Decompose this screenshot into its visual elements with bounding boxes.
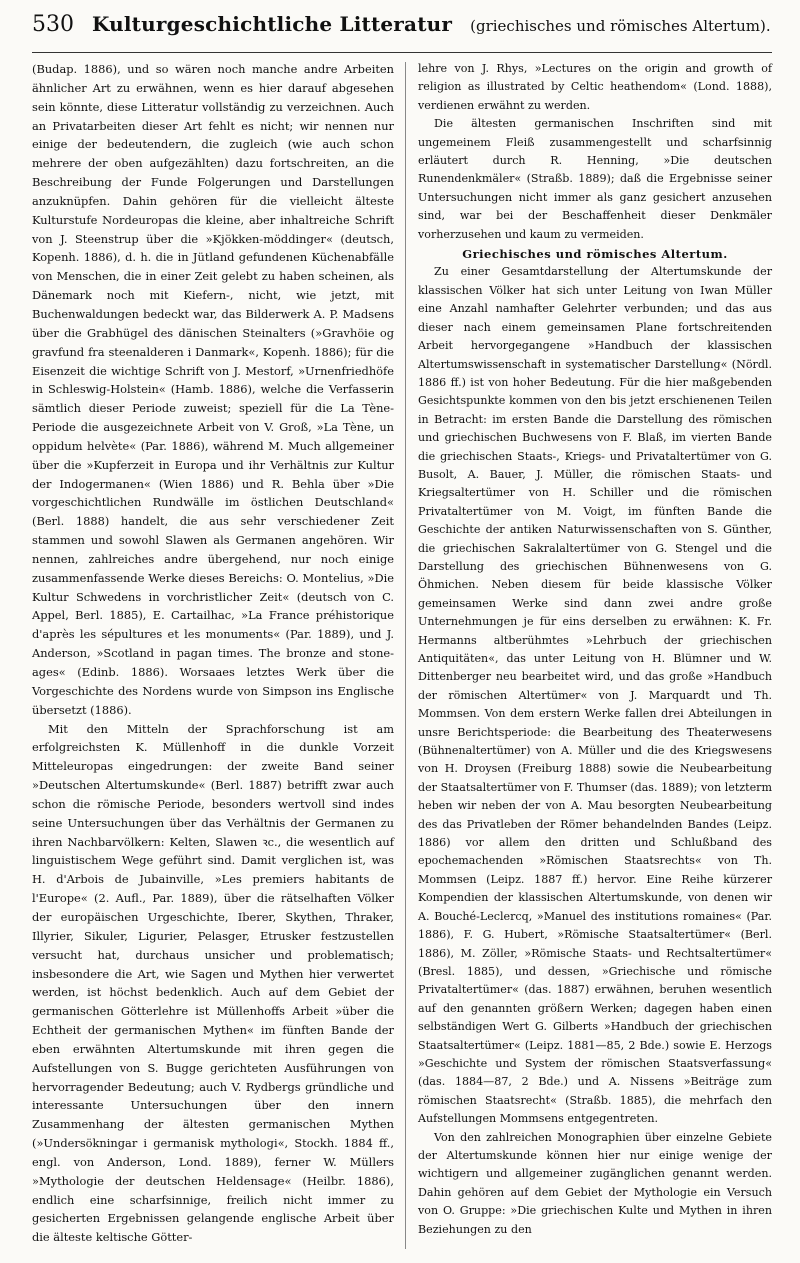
- left-column: [32, 60, 394, 1249]
- paragraph: Von den zahlreichen Monographien über einzelne Gebiete der Altertumskunde können hier nur einige wenige der wichtigern und allgemeiner zugänglichen genannt werden. Dahin gehören auf dem Gebiet der Mythologie ein Versuch von O. Gruppe: »Die griechischen Kulte und Mythen in ihren Beziehungen zu den: [418, 1130, 772, 1236]
- right-column: [418, 60, 772, 1249]
- page-number: 530: [32, 12, 74, 37]
- column-divider: [405, 62, 406, 1249]
- section-heading: Griechisches und römisches Altertum.: [462, 247, 728, 262]
- paragraph: Zu einer Gesamtdarstellung der Altertumskunde der klassischen Völker hat sich unter Leitung von Iwan Müller eine Anzahl namhafter Gelehrter verbunden; und das aus dieser nach einem gemeinsamen Plane fortschreitenden Arbeit hervorgegangene »Handbuch der klassischen Altertumswissenschaft in systematischer Darstellung« (Nördl. 1886 ff.) ist von hoher Bedeutung. Für die hier maßgebenden Gesichtspunkte kommen von den bis jetzt erschienenen Teilen in Betracht: im ersten Bande die Darstellung des römischen und griechischen Buchwesens von F. Blaß, im vierten Bande die griechischen Staats-, Kriegs- und Privataltertümer von G. Busolt, A. Bauer, J. Müller, die römischen Staats- und Kriegsaltertümer von H. Schiller und die römischen Privataltertümer von M. Voigt, im fünften Bande die Geschichte der antiken Naturwissenschaften von S. Günther, die griechischen Sakralaltertümer von G. Stengel und die Darstellung des griechischen Bühnenwesens von G. Öhmichen. Neben diesem für beide klassische Völker gemeinsamen Werke sind dann zwei andre große Unternehmungen je für eins derselben zu erwähnen: K. Fr. Hermanns altberühmtes »Lehrbuch der griechischen Antiquitäten«, das unter Leitung von H. Blümner und W. Dittenberger neu bearbeitet wird, und das große »Handbuch der römischen Altertümer« von J. Marquardt und Th. Mommsen. Von dem erstern Werke fallen drei Abteilungen in unsre Berichtsperiode: die Bearbeitung des Theaterwesens (Bühnenaltertümer) von A. Müller und die des Kriegswesens von H. Droysen (Freiburg 1888) sowie die Neubearbeitung der Staatsaltertümer von F. Thumser (das. 1889); von letzterm heben wir neben der von A. Mau besorgten Neubearbeitung des das Privatleben der Römer behandelnden Bandes (Leipz. 1886) vor allem den dritten und Schlußband des epochemachenden »Römischen Staatsrechts« von Th. Mommsen (Leipz. 1887 ff.) hervor. Eine Reihe kürzerer Kompendien der klassischen Altertumskunde, von denen wir A. Bouché-Leclercq, »Manuel des institutions romaines« (Par. 1886), F. G. Hubert, »Römische Staatsaltertümer« (Berl. 1886), M. Zöller, »Römische Staats- und Rechtsaltertümer« (Bresl. 1885), und dessen, »Griechische und römische Privataltertümer« (das. 1887) erwähnen, beruhen wesentlich auf den genannten größern Werken; dagegen haben einen selbständigen Wert G. Gilberts »Handbuch der griechischen Staatsaltertümer« (Leipz. 1881—85, 2 Bde.) sowie E. Herzogs »Geschichte und System der römischen Staatsverfassung« (das. 1884—87, 2 Bde.) und A. Nissens »Beiträge zum römischen Staatsrecht« (Straßb. 1885), die mehrfach den Aufstellungen Mommsens entgegentreten.: [418, 265, 772, 1126]
- paragraph: Mit den Mitteln der Sprachforschung ist am erfolgreichsten K. Müllenhoff in die dunkle Vorzeit Mitteleuropas eingedrungen: der zweite Band seiner »Deutschen Altertumskunde« (Berl. 1887) betrifft zwar auch schon die römische Periode, besonders wertvoll sind indes seine Untersuchungen über das Verhältnis der Germanen zu ihren Nachbarvölkern: Kelten, Slawen ꝛc., die wesentlich auf linguistischem Wege geführt sind. Damit verglichen ist, was H. d'Arbois de Jubainville, »Les premiers habitants de l'Europe« (2. Aufl., Par. 1889), über die rätselhaften Völker der europäischen Urgeschichte, Iberer, Skythen, Thraker, Illyrier, Sikuler, Ligurier, Pelasger, Etrusker festzustellen versucht hat, durchaus unsicher und problematisch; insbesondere die Art, wie Sagen und Mythen hier verwertet werden, ist höchst bedenklich. Auch auf dem Gebiet der germanischen Götterlehre ist Müllenhoffs Arbeit »über die Echtheit der germanischen Mythen« im fünften Bande der eben erwähnten Altertumskunde mit ihren gegen die Aufstellungen von S. Bugge gerichteten Ausführungen von hervorragender Bedeutung; auch V. Rydbergs gründliche und interessante Untersuchungen über den innern Zusammenhang der ältesten germanischen Mythen (»Undersökningar i germanisk mythologi«, Stockh. 1884 ff., engl. von Anderson, Lond. 1889), ferner W. Müllers »Mythologie der deutschen Heldensage« (Heilbr. 1886), endlich eine scharfsinnige, freilich nicht immer zu gesicherten Ergebnissen gelangende englische Arbeit über die älteste keltische Götter-: [32, 721, 394, 1245]
- running-title: Kulturgeschichtliche Litteratur: [92, 12, 453, 36]
- running-subtitle: (griechisches und römisches Altertum).: [470, 17, 771, 35]
- paragraph: (Budap. 1886), und so wären noch manche andre Arbeiten ähnlicher Art zu erwähnen, wenn es hier darauf abgesehen sein könnte, diese Litteratur vollständig zu verzeichnen. Auch an Privatarbeiten dieser Art fehlt es nicht; wir nennen nur einige der bedeutendern, die zugleich (wie auch schon mehrere der oben aufgezählten) dazu fortschreiten, an die Beschreibung der Funde Folgerungen und Darstellungen anzuknüpfen. Dahin gehören für die vielleicht älteste Kulturstufe Nordeuropas die kleine, aber inhaltreiche Schrift von J. Steenstrup über die »Kjökken-möddinger« (deutsch, Kopenh. 1886), d. h. die in Jütland gefundenen Küchenabfälle von Menschen, die in einer Zeit gelebt zu haben scheinen, als Dänemark noch mit Kiefern-, nicht, wie jetzt, mit Buchenwaldungen bedeckt war, das Bilderwerk A. P. Madsens über die Grabhügel des dänischen Steinalters (»Gravhöie og gravfund fra steenalderen i Danmark«, Kopenh. 1886); für die Eisenzeit die wichtige Schrift von J. Mestorf, »Urnenfriedhöfe in Schleswig-Holstein« (Hamb. 1886), welche die Verfasserin sämtlich dieser Periode zuweist; speziell für die La Tène-Periode die ausgezeichnete Arbeit von V. Groß, »La Tène, un oppidum helvète« (Par. 1886), während M. Much allgemeiner über die »Kupferzeit in Europa und ihr Verhältnis zur Kultur der Indogermanen« (Wien 1886) und R. Behla über »Die vorgeschichtlichen Rundwälle im östlichen Deutschland« (Berl. 1888) handelt, die aus sehr verschiedener Zeit stammen und sowohl Slawen als Germanen angehören. Wir nennen, zahlreiches andre übergehend, nur noch einige zusammenfassende Werke dieses Bereichs: O. Montelius, »Die Kultur Schwedens in vorchristlicher Zeit« (deutsch von C. Appel, Berl. 1885), E. Cartailhac, »La France préhistorique d'après les sépultures et les monuments« (Par. 1889), und J. Anderson, »Scotland in pagan times. The bronze and stone-ages« (Edinb. 1886). Worsaaes letztes Werk über die Vorgeschichte des Nordens wurde von Simpson ins Englische übersetzt (1886).: [32, 62, 394, 717]
- page-header: [32, 12, 772, 53]
- paragraph: lehre von J. Rhys, »Lectures on the origin and growth of religion as illustrated by Celtic heathendom« (Lond. 1888), verdienen erwähnt zu werden.: [418, 62, 772, 112]
- paragraph: Die ältesten germanischen Inschriften sind mit ungemeinem Fleiß zusammengestellt und scharfsinnig erläutert durch R. Henning, »Die deutschen Runendenkmäler« (Straßb. 1889); daß die Ergebnisse seiner Untersuchungen nicht immer als ganz gesichert anzusehen sind, war bei der Beschaffenheit dieser Denkmäler vorherzusehen und kaum zu vermeiden.: [418, 117, 772, 241]
